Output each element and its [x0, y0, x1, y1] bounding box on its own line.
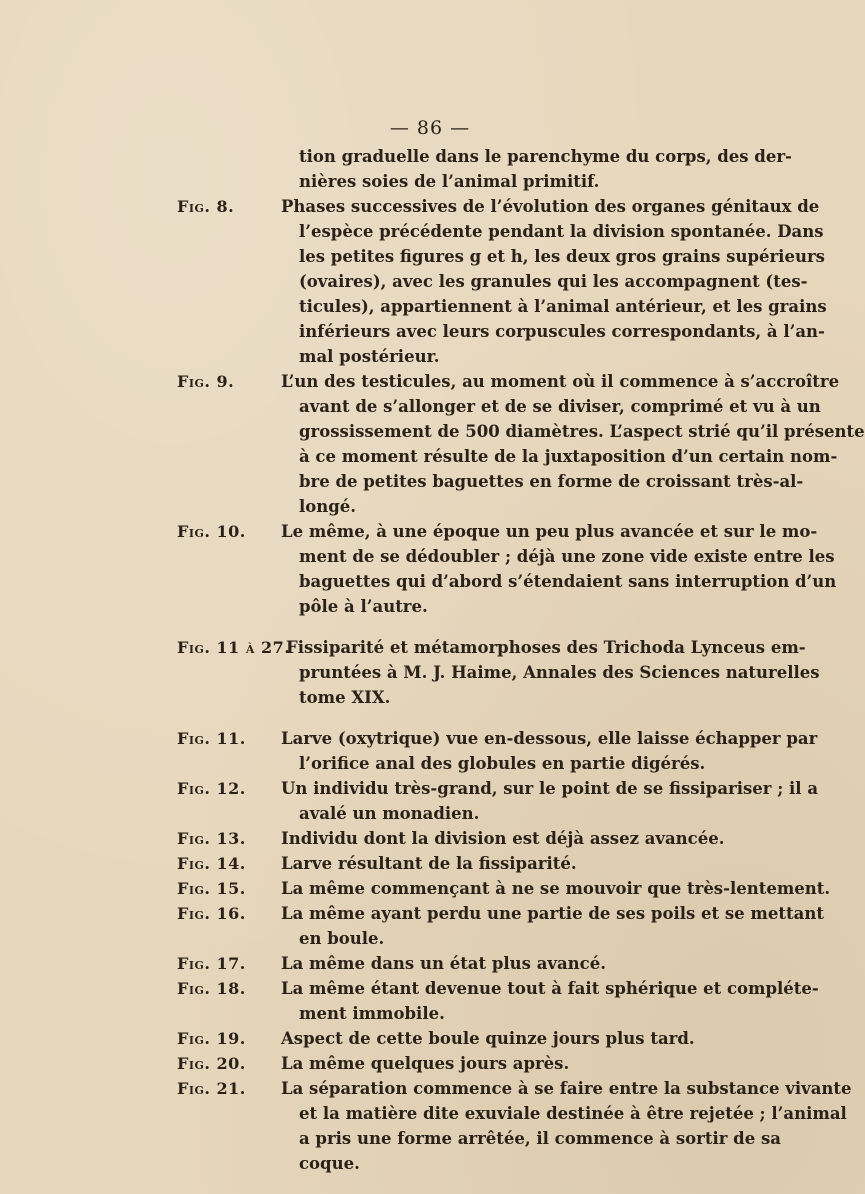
text-line: nières soies de l’animal primitif. — [299, 172, 600, 191]
text-line: La séparation commence à se faire entre la substance vivante — [281, 1079, 852, 1098]
text-line: tome XIX. — [299, 688, 391, 707]
text-line: et la matière dite exuviale destinée à être rejetée ; l’animal — [299, 1104, 847, 1123]
figure-label: Fig. 11. — [177, 729, 246, 748]
text-line: avalé un monadien. — [299, 804, 480, 823]
text-line: baguettes qui d’abord s’étendaient sans interruption d’un — [299, 572, 837, 591]
text-line: ment immobile. — [299, 1004, 445, 1023]
text-line: L’un des testicules, au moment où il commence à s’accroître — [281, 372, 840, 391]
text-line: La même quelques jours après. — [281, 1054, 570, 1073]
text-line: Aspect de cette boule quinze jours plus tard. — [281, 1029, 695, 1048]
text-line: les petites figures g et h, les deux gros grains supérieurs — [299, 247, 825, 266]
figure-label: Fig. 13. — [177, 829, 246, 848]
text-line: avant de s’allonger et de se diviser, comprimé et vu à un — [299, 397, 821, 416]
text-line: tion graduelle dans le parenchyme du corps, des der- — [299, 147, 792, 166]
text-line: La même commençant à ne se mouvoir que très-lentement. — [281, 879, 831, 898]
figure-label: Fig. 8. — [177, 197, 235, 216]
text-line: La même dans un état plus avancé. — [281, 954, 606, 973]
text-line: ment de se dédoubler ; déjà une zone vide existe entre les — [299, 547, 835, 566]
text-line: l’orifice anal des globules en partie digérés. — [299, 754, 706, 773]
figure-label: Fig. 14. — [177, 854, 246, 873]
text-line: Larve (oxytrique) vue en-dessous, elle laisse échapper par — [281, 729, 818, 748]
figure-label: Fig. 16. — [177, 904, 246, 923]
text-line: a pris une forme arrêtée, il commence à sortir de sa — [299, 1129, 781, 1148]
text-line: Larve résultant de la fissiparité. — [281, 854, 577, 873]
text-line: La même étant devenue tout à fait sphérique et compléte- — [281, 979, 819, 998]
text-line: longé. — [299, 497, 357, 516]
text-line: l’espèce précédente pendant la division spontanée. Dans — [299, 222, 824, 241]
text-line: grossissement de 500 diamètres. L’aspect strié qu’il présente — [299, 422, 865, 441]
figure-label: Fig. 9. — [177, 372, 235, 391]
figure-label: Fig. 11 à 27. — [177, 638, 291, 657]
text-line: inférieurs avec leurs corpuscules correspondants, à l’an- — [299, 322, 825, 341]
text-line: ticules), appartiennent à l’animal antérieur, et les grains — [299, 297, 827, 316]
text-line: en boule. — [299, 929, 385, 948]
page-number: — 86 — — [389, 117, 471, 139]
text-line: Un individu très-grand, sur le point de se fissipariser ; il a — [281, 779, 819, 798]
text-line: Individu dont la division est déjà assez avancée. — [281, 829, 725, 848]
figure-label: Fig. 20. — [177, 1054, 246, 1073]
figure-label: Fig. 10. — [177, 522, 246, 541]
text-line: (ovaires), avec les granules qui les accompagnent (tes- — [299, 272, 808, 291]
text-line: mal postérieur. — [299, 347, 440, 366]
text-line: pôle à l’autre. — [299, 597, 428, 616]
text-line: La même ayant perdu une partie de ses poils et se mettant — [281, 904, 824, 923]
figure-label: Fig. 12. — [177, 779, 246, 798]
text-line: Phases successives de l’évolution des organes génitaux de — [281, 197, 820, 216]
text-line: Fissiparité et métamorphoses des Trichoda Lynceus em- — [286, 638, 806, 657]
figure-label: Fig. 19. — [177, 1029, 246, 1048]
figure-label: Fig. 18. — [177, 979, 246, 998]
figure-label: Fig. 15. — [177, 879, 246, 898]
text-line: bre de petites baguettes en forme de croissant très-al- — [299, 472, 804, 491]
figure-label: Fig. 17. — [177, 954, 246, 973]
text-line: Le même, à une époque un peu plus avancée et sur le mo- — [281, 522, 818, 541]
text-line: à ce moment résulte de la juxtaposition d’un certain nom- — [299, 447, 838, 466]
text-line: pruntées à M. J. Haime, Annales des Sciences naturelles — [299, 663, 820, 682]
text-line: coque. — [299, 1154, 360, 1173]
figure-label: Fig. 21. — [177, 1079, 246, 1098]
